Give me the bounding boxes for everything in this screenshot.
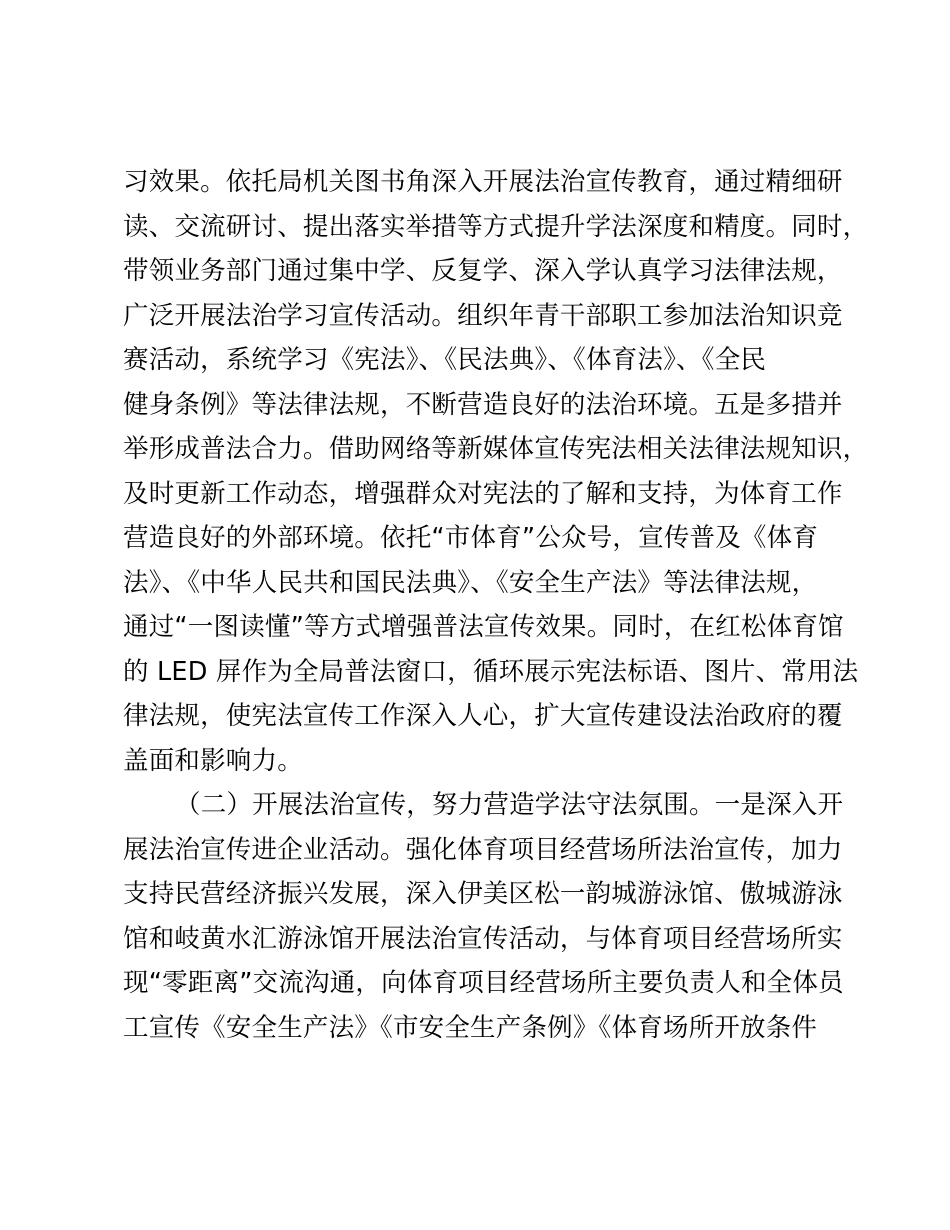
text-line: 法》、《中华人民共和国民法典》、《安全生产法》等法律法规， [123,567,818,598]
text-line: 带领业务部门通过集中学、反复学、深入学认真学习法律法规， [123,256,843,286]
text-line: 盖面和影响力。 [123,745,303,776]
text-line: 通过“一图读懂”等方式增强普法宣传效果。同时，在红松体育馆 [123,612,844,642]
text-line: 馆和岐黄水汇游泳馆开展法治宣传活动，与体育项目经营场所实 [123,923,843,954]
text-line: 举形成普法合力。借助网络等新媒体宣传宪法相关法律法规知识， [123,434,869,464]
text-line: 读、交流研讨、提出落实举措等方式提升学法深度和精度。同时， [123,211,869,242]
text-line: 的 LED 屏作为全局普法窗口，循环展示宪法标语、图片、常用法 [123,656,859,687]
section-heading-line: （二）开展法治宣传，努力营造学法守法氛围。一是深入开 [175,790,844,820]
text-line: 律法规，使宪法宣传工作深入人心，扩大宣传建设法治政府的覆 [123,701,843,731]
text-line: 健身条例》等法律法规，不断营造良好的法治环境。五是多措并 [123,389,843,420]
text-line: 营造良好的外部环境。依托“市体育”公众号，宣传普及《体育 [123,523,819,553]
text-line: 广泛开展法治学习宣传活动。组织年青干部职工参加法治知识竞 [123,300,843,331]
text-line: 支持民营经济振兴发展，深入伊美区松一韵城游泳馆、傲城游泳 [123,879,843,909]
body-text [123,160,869,1050]
text-line: 及时更新工作动态，增强群众对宪法的了解和支持，为体育工作 [123,478,843,509]
text-line: 展法治宣传进企业活动。强化体育项目经营场所法治宣传，加力 [123,834,843,865]
text-line: 工宣传《安全生产法》《市安全生产条例》《体育场所开放条件 [123,1012,818,1043]
text-line: 习效果。依托局机关图书角深入开展法治宣传教育，通过精细研 [123,167,843,197]
text-line: 赛活动，系统学习《宪法》、《民法典》、《体育法》、《全民 [123,345,767,375]
text-line: 现“零距离”交流沟通，向体育项目经营场所主要负责人和全体员 [123,968,844,998]
